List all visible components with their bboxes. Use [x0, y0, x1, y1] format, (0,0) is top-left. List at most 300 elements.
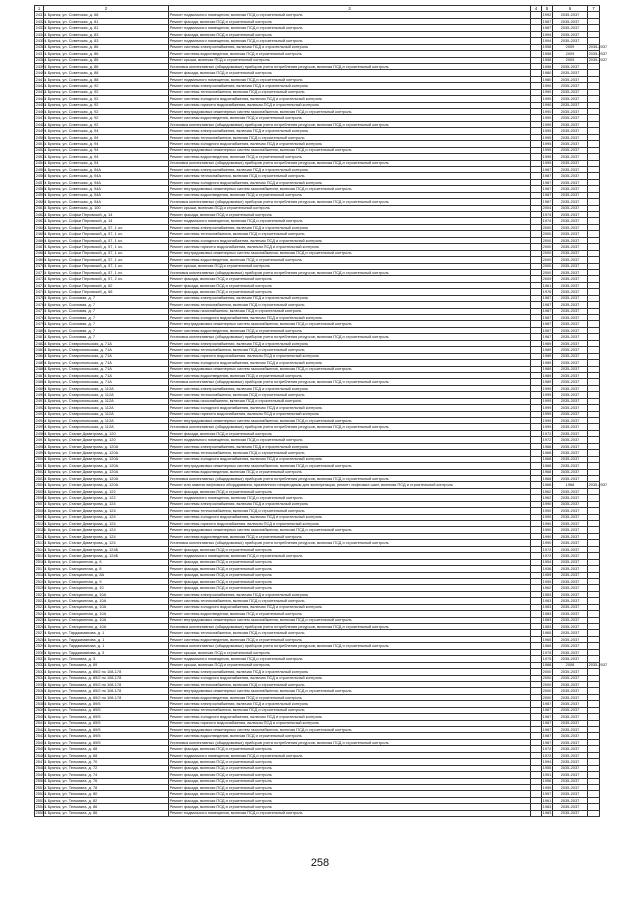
table-cell: 24721: [35, 276, 47, 282]
table-cell: Ремонт системы теплоснабжения, включая ПСД и строительный контроль: [169, 231, 531, 237]
table-cell: 25171: [35, 565, 47, 571]
table-cell: 2035-2037: [553, 643, 588, 649]
table-cell: г. Брянск, ул. Софьи Перовской, д. 14: [44, 212, 169, 218]
table-cell: 2035-2037: [553, 360, 588, 366]
table-cell: Ремонт системы электроснабжения, включая ПСД и строительный контроль: [169, 443, 531, 449]
table-cell: 25521: [35, 791, 47, 797]
table-cell: 24471: [35, 115, 47, 121]
table-cell: Ремонт фасада, включая ПСД и строительный контроль: [169, 784, 531, 790]
table-cell: г. Брянск, ул. Советская, д. 81: [44, 18, 169, 24]
table-cell: г. Брянск, ул. Тельмана, д. 89/5: [44, 714, 169, 720]
table-cell: 25231: [35, 604, 47, 610]
table-cell: г. Брянск, ул. Советская, д. 94: [44, 134, 169, 140]
table-cell: 2008: [553, 662, 588, 668]
table-cell: Ремонт системы электроснабжения, включая ПСД и строительный контроль: [169, 295, 531, 301]
table-cell: 1968: [542, 456, 552, 462]
table-cell: Ремонт системы электроснабжения, включая ПСД и строительный контроль: [169, 591, 531, 597]
table-cell: Ремонт системы электроснабжения, включая ПСД и строительный контроль: [169, 44, 531, 50]
table-cell: г. Брянск, ул. Сосновая, д. 7: [44, 295, 169, 301]
table-cell: 1994: [542, 31, 552, 37]
table-cell: 2035-2037: [553, 617, 588, 623]
table-cell: г. Брянск, ул. Советская, д. 94А: [44, 192, 169, 198]
table-cell: 25451: [35, 746, 47, 752]
table-cell: 25361: [35, 688, 47, 694]
table-cell: 24391: [35, 63, 47, 69]
table-cell: 24381: [35, 57, 47, 63]
table-cell: Ремонт системы электроснабжения, включая ПСД и строительный контроль: [169, 501, 531, 507]
table-cell: 25351: [35, 681, 47, 687]
table-cell: Ремонт внутридомовых инженерных систем газоснабжения, включая ПСД и строительный контроль: [169, 250, 531, 256]
table-cell: 2035-2037: [553, 199, 588, 205]
table-cell: Ремонт фасада, включая ПСД и строительный контроль: [169, 772, 531, 778]
table-row: [35, 810, 600, 816]
table-cell: Ремонт подвального помещения, включая ПСД и строительный контроль: [169, 656, 531, 662]
table-cell: 24371: [35, 50, 47, 56]
table-cell: 2000: [542, 250, 552, 256]
table-cell: 2000: [542, 694, 552, 700]
table-cell: 2000: [542, 263, 552, 269]
table-cell: 24631: [35, 218, 47, 224]
table-cell: 1968: [542, 482, 552, 488]
table-cell: 2035-2037: [553, 205, 588, 211]
table-cell: 24861: [35, 366, 47, 372]
table-cell: 24491: [35, 128, 47, 134]
table-cell: Ремонт системы электроснабжения, включая ПСД и строительный контроль: [169, 166, 531, 172]
table-cell: г. Брянск, ул. Станционная, д. 10: [44, 585, 169, 591]
table-cell: 2035-2037: [553, 186, 588, 192]
table-cell: 24411: [35, 76, 47, 82]
table-cell: г. Брянск, ул. Станке Димитрова, д. 124: [44, 508, 169, 514]
table-cell: Ремонт внутридомовых инженерных систем газоснабжения, включая ПСД и строительный контроль: [169, 366, 531, 372]
table-cell: 2035-2037: [553, 263, 588, 269]
table-cell: 24681: [35, 250, 47, 256]
table-cell: 2035-2037: [553, 25, 588, 31]
table-cell: 1936: [542, 565, 552, 571]
table-cell: г. Брянск, ул. Тельмана, д. 89/5: [44, 701, 169, 707]
table-cell: Ремонт системы теплоснабжения, включая ПСД и строительный контроль: [169, 450, 531, 456]
table-cell: 24851: [35, 359, 47, 365]
table-cell: 25071: [35, 501, 47, 507]
table-cell: 2000: [542, 224, 552, 230]
table-cell: 24751: [35, 295, 47, 301]
table-cell: 2035-2037: [553, 804, 588, 810]
table-cell: Ремонт фасада, включая ПСД и строительный контроль: [169, 572, 531, 578]
table-cell: 2035-2037: [553, 733, 588, 739]
table-cell: Ремонт фасада, включая ПСД и строительный контроль: [169, 488, 531, 494]
table-cell: 1987: [542, 733, 552, 739]
table-cell: Ремонт внутридомовых инженерных систем газоснабжения, включая ПСД и строительный контроль: [169, 418, 531, 424]
table-cell: 1968: [542, 449, 552, 455]
table-cell: Ремонт системы холодного водоснабжения, включая ПСД и строительный контроль: [169, 604, 531, 610]
table-cell: г. Брянск, ул. Станке Димитрова, д. 124: [44, 514, 169, 520]
table-cell: Ремонт фасада, включая ПСД и строительный контроль: [169, 212, 531, 218]
table-cell: Ремонт крыши, включая ПСД и строительный контроль: [169, 263, 531, 269]
table-cell: Ремонт фасада, включая ПСД и строительный контроль: [169, 430, 531, 436]
table-cell: г. Брянск, ул. Софьи Перовской, д. 57, 1 оч.: [44, 237, 169, 243]
table-cell: г. Брянск, ул. Станционная, д. 10А: [44, 604, 169, 610]
table-cell: г. Брянск, ул. Станке Димитрова, д. 124Б: [44, 553, 169, 559]
table-cell: 24771: [35, 308, 47, 314]
table-cell: 1972: [542, 546, 552, 552]
table-cell: 25381: [35, 701, 47, 707]
table-cell: г. Брянск, ул. Станке Димитрова, д. 120А: [44, 475, 169, 481]
table-cell: 25061: [35, 495, 47, 501]
table-cell: Ремонт системы теплоснабжения, включая ПСД и строительный контроль: [169, 392, 531, 398]
table-cell: Ремонт подвального помещения, включая ПСД и строительный контроль: [169, 76, 531, 82]
table-cell: 1968: [542, 475, 552, 481]
table-cell: г. Брянск, ул. Тельмана, д. 89/5: [44, 727, 169, 733]
table-cell: 1990: [542, 102, 552, 108]
table-cell: г. Брянск, ул. Тельмана, д. 86: [44, 804, 169, 810]
table-cell: г. Брянск, ул. Софьи Перовской, д. 66: [44, 289, 169, 295]
table-cell: 25471: [35, 758, 47, 764]
table-cell: Ремонт системы холодного водоснабжения, включая ПСД и строительный контроль: [169, 714, 531, 720]
table-cell: г. Брянск, ул. Советская, д. 92: [44, 115, 169, 121]
table-cell: 1987: [542, 713, 552, 719]
table-cell: 24761: [35, 301, 47, 307]
table-cell: 2035-2037: [588, 662, 608, 668]
table-cell: 2035-2037: [553, 727, 588, 733]
table-cell: 24921: [35, 404, 47, 410]
table-cell: г. Брянск, ул. Советская, д. 83: [44, 38, 169, 44]
table-cell: 24981: [35, 443, 47, 449]
table-cell: г. Брянск, ул. Ставропольская, д. 71А: [44, 340, 169, 346]
table-cell: Ремонт системы горячего водоснабжения, включая ПСД и строительный контроль: [169, 102, 531, 108]
table-cell: 2035-2037: [553, 128, 588, 134]
table-cell: 2035-2037: [553, 411, 588, 417]
table-cell: 2035-2037: [553, 308, 588, 314]
table-cell: г. Брянск, ул. Софьи Перовской, д. 57, 1 оч.: [44, 224, 169, 230]
table-cell: 25031: [35, 475, 47, 481]
table-cell: 1995: [542, 153, 552, 159]
table-cell: Установка коллективных (общедомовых) приборов учета потребления ресурсов, включая ПСД и строительный контроль: [169, 269, 531, 275]
table-cell: г. Брянск, ул. Ставропольская, д. 71А: [44, 366, 169, 372]
table-cell: 2000: [542, 668, 552, 674]
table-cell: 24351: [35, 37, 47, 43]
table-cell: Ремонт подвального помещения, включая ПСД и строительный контроль: [169, 437, 531, 443]
table-cell: Установка коллективных (общедомовых) приборов учета потребления ресурсов, включая ПСД и строительный контроль: [169, 379, 531, 385]
table-cell: 1975: [542, 649, 552, 655]
table-cell: 2035-2037: [553, 797, 588, 803]
table-cell: 25141: [35, 546, 47, 552]
table-cell: Ремонт системы водоотведения, включая ПСД и строительный контроль: [169, 636, 531, 642]
table-cell: 2035-2037: [553, 76, 588, 82]
table-cell: Ремонт системы водоотведения, включая ПСД и строительный контроль: [169, 327, 531, 333]
table-cell: Ремонт подвального помещения, включая ПСД и строительный контроль: [169, 12, 531, 18]
table-cell: г. Брянск, ул. Сосновая, д. 7: [44, 302, 169, 308]
table-cell: г. Брянск, ул. Советская, д. 92: [44, 83, 169, 89]
table-cell: 2035-2037: [553, 752, 588, 758]
table-cell: г. Брянск, ул. Советская, д. 92: [44, 96, 169, 102]
table-cell: 1987: [542, 308, 552, 314]
column-header: 3: [169, 6, 531, 12]
table-cell: 2035-2037: [553, 257, 588, 263]
table-cell: Ремонт подвального помещения, включая ПСД и строительный контроль: [169, 752, 531, 758]
table-cell: 25271: [35, 630, 47, 636]
table-cell: г. Брянск, ул. Советская, д. 86: [44, 44, 169, 50]
table-cell: Ремонт системы теплоснабжения, включая ПСД и строительный контроль: [169, 134, 531, 140]
table-cell: г. Брянск, ул. Софьи Перовской, д. 57, 2 оч.: [44, 276, 169, 282]
table-cell: г. Брянск, ул. Тельмана, д. 89: [44, 662, 169, 668]
table-cell: 2035-2037: [553, 624, 588, 630]
table-cell: г. Брянск, ул. Советская, д. 94А: [44, 179, 169, 185]
table-cell: 25511: [35, 784, 47, 790]
table-cell: Ремонт системы горячего водоснабжения, включая ПСД и строительный контроль: [169, 521, 531, 527]
table-cell: Ремонт системы электроснабжения, включая ПСД и строительный контроль: [169, 669, 531, 675]
table-cell: 1990: [542, 121, 552, 127]
table-cell: 2035-2037: [553, 720, 588, 726]
table-cell: 24741: [35, 289, 47, 295]
table-cell: Ремонт системы электроснабжения, включая ПСД и строительный контроль: [169, 83, 531, 89]
table-cell: 2035-2037: [553, 109, 588, 115]
table-cell: г. Брянск, ул. Тельмана, д. 89/2 по 108-178: [44, 669, 169, 675]
table-cell: Ремонт системы теплоснабжения, включая ПСД и строительный контроль: [169, 598, 531, 604]
table-cell: 25261: [35, 623, 47, 629]
table-cell: Ремонт системы газоснабжения, включая ПСД и строительный контроль: [169, 398, 531, 404]
table-cell: 24671: [35, 243, 47, 249]
table-cell: 1957: [542, 791, 552, 797]
table-cell: 1972: [542, 746, 552, 752]
table-cell: 25151: [35, 552, 47, 558]
table-cell: г. Брянск, ул. Станционная, д. 10А: [44, 598, 169, 604]
table-cell: Ремонт системы водоотведения, включая ПСД и строительный контроль: [169, 611, 531, 617]
table-cell: 24541: [35, 160, 47, 166]
table-cell: 25281: [35, 636, 47, 642]
table-cell: 24651: [35, 231, 47, 237]
table-cell: 2035-2037: [588, 482, 608, 488]
table-cell: 1995: [542, 134, 552, 140]
table-cell: 2035-2037: [553, 598, 588, 604]
table-cell: 2035-2037: [553, 392, 588, 398]
table-cell: г. Брянск, ул. Станционная, д. 10А: [44, 611, 169, 617]
table-cell: 1983: [542, 591, 552, 597]
table-cell: г. Брянск, ул. Софьи Перовской, д. 57, 1 оч.: [44, 231, 169, 237]
table-cell: 1983: [542, 604, 552, 610]
table-cell: 2035-2037: [553, 469, 588, 475]
table-cell: 2035-2037: [553, 115, 588, 121]
table-cell: 1972: [542, 752, 552, 758]
table-cell: 2035-2037: [553, 166, 588, 172]
table-cell: г. Брянск, ул. Станционная, д. 10А: [44, 591, 169, 597]
table-cell: Ремонт крыши, включая ПСД и строительный контроль: [169, 205, 531, 211]
table-cell: 25481: [35, 765, 47, 771]
table-cell: 1972: [542, 552, 552, 558]
table-cell: 24311: [35, 12, 47, 18]
table-cell: Ремонт фасада, включая ПСД и строительный контроль: [169, 546, 531, 552]
table-cell: 2035-2037: [553, 701, 588, 707]
table-cell: 2035-2037: [553, 38, 588, 44]
table-cell: Ремонт фасада, включая ПСД и строительный контроль: [169, 18, 531, 24]
table-cell: 24951: [35, 424, 47, 430]
table-cell: г. Брянск, ул. Ставропольская, д. 71А: [44, 379, 169, 385]
table-cell: г. Брянск, ул. Сосновая, д. 7: [44, 334, 169, 340]
table-cell: Ремонт фасада, включая ПСД и строительный контроль: [169, 759, 531, 765]
table-cell: Ремонт или замена лифтового оборудования, признанного непригодным для эксплуатации, ремонт лифтовых шахт, включая ПСД и строительный контроль: [169, 482, 531, 488]
table-cell: 25331: [35, 668, 47, 674]
table-cell: 1995: [542, 128, 552, 134]
table-cell: 1989: [542, 353, 552, 359]
table-cell: Установка коллективных (общедомовых) приборов учета потребления ресурсов, включая ПСД и строительный контроль: [169, 424, 531, 430]
table-cell: 1958: [542, 57, 552, 63]
table-cell: 24511: [35, 140, 47, 146]
table-cell: 2035-2037: [553, 282, 588, 288]
table-cell: Ремонт системы водоотведения, включая ПСД и строительный контроль: [169, 694, 531, 700]
table-cell: 1987: [542, 301, 552, 307]
table-cell: г. Брянск, ул. Советская, д. 92: [44, 121, 169, 127]
table-cell: 1990: [542, 108, 552, 114]
table-cell: 1968: [542, 462, 552, 468]
table-cell: 24581: [35, 186, 47, 192]
table-cell: Ремонт системы холодного водоснабжения, включая ПСД и строительный контроль: [169, 514, 531, 520]
table-cell: 25101: [35, 520, 47, 526]
table-cell: 2004: [542, 205, 552, 211]
table-cell: 1990: [542, 540, 552, 546]
table-cell: г. Брянск, ул. Ставропольская, д. 112А: [44, 411, 169, 417]
table-cell: 1976: [542, 289, 552, 295]
table-cell: 1987: [542, 334, 552, 340]
column-header: 6: [553, 6, 588, 12]
table-cell: Ремонт системы холодного водоснабжения, включая ПСД и строительный контроль: [169, 675, 531, 681]
table-cell: 1987: [542, 173, 552, 179]
table-cell: г. Брянск, ул. Тельмана, д. 82: [44, 797, 169, 803]
table-cell: г. Брянск, ул. Тельмана, д. 89/5: [44, 720, 169, 726]
table-cell: 2035-2037: [553, 212, 588, 218]
table-cell: 24601: [35, 198, 47, 204]
table-cell: 2000: [542, 681, 552, 687]
table-cell: 2035-2037: [553, 475, 588, 481]
table-cell: 2035-2037: [553, 669, 588, 675]
table-cell: 1983: [542, 617, 552, 623]
table-cell: 1972: [542, 430, 552, 436]
table-cell: 1954: [542, 559, 552, 565]
table-cell: г. Брянск, ул. Советская, д. 88: [44, 76, 169, 82]
table-cell: г. Брянск, ул. Станке Димитрова, д. 124: [44, 501, 169, 507]
table-cell: 1959: [542, 578, 552, 584]
table-cell: г. Брянск, ул. Тельмана, д. 3: [44, 656, 169, 662]
table-cell: 2035-2037: [553, 495, 588, 501]
table-cell: 1995: [542, 147, 552, 153]
table-cell: 1995: [542, 160, 552, 166]
table-cell: 25421: [35, 726, 47, 732]
table-cell: 1990: [542, 514, 552, 520]
table-cell: 2035-2037: [553, 688, 588, 694]
table-cell: Установка коллективных (общедомовых) приборов учета потребления ресурсов, включая ПСД и строительный контроль: [169, 121, 531, 127]
table-cell: г. Брянск, ул. Тельмана, д. 68: [44, 752, 169, 758]
table-cell: 2035-2037: [553, 141, 588, 147]
table-cell: 1990: [542, 507, 552, 513]
table-cell: 2035-2037: [553, 559, 588, 565]
table-cell: 25111: [35, 527, 46, 533]
table-cell: 2035-2037: [588, 57, 608, 63]
table-cell: г. Брянск, ул. Советская, д. 94А: [44, 186, 169, 192]
table-cell: 1987: [542, 198, 552, 204]
table-cell: 1994: [542, 37, 552, 43]
table-cell: 24461: [35, 108, 47, 114]
table-cell: г. Брянск, ул. Станционная, д. 10А: [44, 624, 169, 630]
table-cell: г. Брянск, ул. Станке Димитрова, д. 124: [44, 540, 169, 546]
table-cell: г. Брянск, ул. Советская, д. 92: [44, 109, 169, 115]
table-cell: 2035-2037: [553, 96, 588, 102]
table-cell: 25011: [35, 462, 47, 468]
table-cell: 24991: [35, 449, 47, 455]
table-cell: 24841: [35, 353, 47, 359]
table-cell: 1987: [542, 726, 552, 732]
table-cell: 24521: [35, 147, 47, 153]
table-cell: 2009: [553, 44, 588, 50]
table-cell: 24441: [35, 95, 47, 101]
table-cell: Ремонт системы водоотведения, включая ПСД и строительный контроль: [169, 51, 531, 57]
table-cell: 1987: [542, 25, 552, 31]
table-cell: 2035-2037: [553, 102, 588, 108]
table-cell: 2035-2037: [553, 83, 588, 89]
table-cell: г. Брянск, ул. Тельмана, д. 89/2 по 108-178: [44, 688, 169, 694]
table-cell: 24401: [35, 70, 47, 76]
table-cell: 1972: [542, 437, 552, 443]
table-cell: 2000: [542, 231, 552, 237]
table-cell: г. Брянск, ул. Ставропольская, д. 71А: [44, 372, 169, 378]
table-cell: 2035-2037: [553, 746, 588, 752]
table-cell: Ремонт системы водоотведения, включая ПСД и строительный контроль: [169, 733, 531, 739]
table-cell: 1965: [542, 630, 552, 636]
table-cell: 2035-2037: [553, 334, 588, 340]
table-cell: 2035-2037: [553, 372, 588, 378]
table-cell: 1999: [542, 424, 552, 430]
table-cell: Ремонт подвального помещения, включая ПСД и строительный контроль: [169, 25, 531, 31]
table-cell: г. Брянск, ул. Станке Димитрова, д. 122: [44, 495, 169, 501]
table-cell: Ремонт внутридомовых инженерных систем газоснабжения, включая ПСД и строительный контроль: [169, 688, 531, 694]
table-cell: 25161: [35, 559, 47, 565]
table-cell: 1999: [542, 411, 552, 417]
table-cell: 2035-2037: [553, 694, 588, 700]
column-header: 1: [35, 6, 44, 12]
table-cell: 2035-2037: [553, 521, 588, 527]
table-cell: Ремонт системы холодного водоснабжения, включая ПСД и строительный контроль: [169, 360, 531, 366]
table-cell: 2035-2037: [553, 759, 588, 765]
table-cell: г. Брянск, ул. Софьи Перовской, д. 14: [44, 218, 169, 224]
table-cell: г. Брянск, ул. Тельмана, д. 89/2 по 108-178: [44, 681, 169, 687]
table-cell: 2035-2037: [553, 508, 588, 514]
table-cell: 1975: [542, 655, 552, 661]
table-cell: Ремонт системы холодного водоснабжения, включая ПСД и строительный контроль: [169, 179, 531, 185]
table-cell: 2035-2037: [553, 295, 588, 301]
table-cell: 25121: [35, 533, 47, 539]
table-cell: 2035-2037: [553, 269, 588, 275]
table-cell: 24881: [35, 379, 47, 385]
table-cell: 24711: [35, 269, 47, 275]
table-cell: г. Брянск, ул. Станке Димитрова, д. 124: [44, 533, 169, 539]
table-cell: 1983: [542, 804, 552, 810]
table-cell: Ремонт системы горячего водоснабжения, включая ПСД и строительный контроль: [169, 720, 531, 726]
table-cell: г. Брянск, ул. Ставропольская, д. 112А: [44, 418, 169, 424]
table-cell: 25081: [35, 507, 47, 513]
column-header: 4: [531, 6, 542, 12]
table-cell: 25461: [35, 752, 47, 758]
table-cell: 1987: [542, 179, 552, 185]
table-cell: г. Брянск, ул. Сосновая, д. 7: [44, 308, 169, 314]
table-cell: 1995: [542, 140, 552, 146]
table-cell: 2035-2037: [553, 244, 588, 250]
table-cell: 1959: [542, 572, 552, 578]
table-cell: 2035-2037: [553, 739, 588, 745]
table-cell: Ремонт подвального помещения, включая ПСД и строительный контроль: [169, 810, 531, 816]
table-cell: Ремонт системы холодного водоснабжения, включая ПСД и строительный контроль: [169, 456, 531, 462]
table-cell: 2035-2037: [553, 707, 588, 713]
table-cell: 25401: [35, 713, 47, 719]
table-cell: 2035-2037: [553, 385, 588, 391]
table-cell: 2035-2037: [553, 681, 588, 687]
table-cell: г. Брянск, ул. Станке Димитрова, д. 124Б: [44, 546, 169, 552]
table-cell: Ремонт системы теплоснабжения, включая ПСД и строительный контроль: [169, 508, 531, 514]
